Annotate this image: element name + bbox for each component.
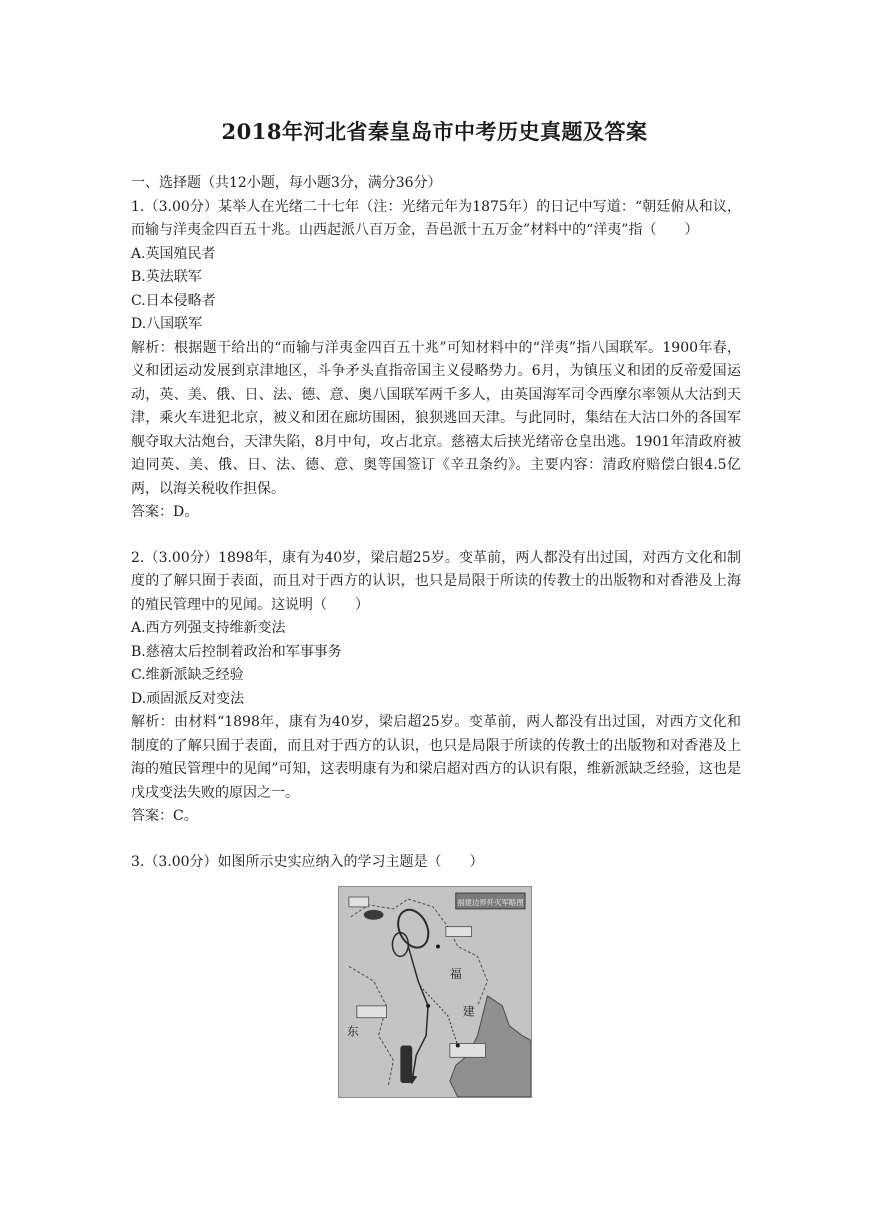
document-body: [131, 172, 741, 874]
question-1-answer: 答案：D。: [131, 504, 199, 520]
question-2-option-b: B.慈禧太后控制着政治和军事事务: [131, 643, 342, 660]
question-2-option-a: A.西方列强支持维新变法: [131, 620, 286, 636]
question-1-option-b: B.英法联军: [131, 269, 202, 285]
spacer: [131, 525, 741, 547]
question-2-option-d: D.顽固派反对变法: [131, 690, 245, 707]
map-legend-title: 福建边界歼灭军略图: [457, 897, 524, 907]
question-2-analysis: 解析：由材料“1898年，康有为40岁，梁启超25岁。变革前，两人都没有出过国，对西方文化和制度的了解只囿于表面，而且对于西方的认识，也只是局限于所读的传教士的出版物和对香港及上海的殖民管理中的见闻”可知，这表明康有为和梁启超对西方的认识有限，维新派缺乏经验，这也是戊戌变法失败的原因之一。: [131, 714, 741, 801]
question-1-stem: 1.（3.00分）某举人在光绪二十七年（注：光绪元年为1875年）的日记中写道：“朝廷俯从和议，而输与洋夷金四百五十兆。山西起派八百万金，吾邑派十五万金”材料中的“洋夷”指（ ）: [131, 198, 741, 238]
map-label-fu: 福: [449, 967, 462, 982]
question-1-option-a: A.英国殖民者: [131, 245, 216, 262]
map-label-dong: 东: [346, 1024, 359, 1039]
question-1-option-d: D.八国联军: [131, 316, 203, 332]
question-1-option-c: C.日本侵略者: [131, 292, 216, 309]
question-3-stem: 3.（3.00分）如图所示史实应纳入的学习主题是（ ）: [131, 853, 484, 870]
historical-map-image: [338, 886, 532, 1098]
question-1-analysis: 解析：根据题干给出的“而输与洋夷金四百五十兆”可知材料中的“洋夷”指八国联军。1900年春，义和团运动发展到京津地区，斗争矛头直指帝国主义侵略势力。6月，为镇压义和团的反帝爱国运动，英、美、俄、日、法、德、意、奥八国联军两千多人，由英国海军司令西摩尔率领从大沽到天津，乘火车进犯北京，被义和团在廊坊围困，狼狈逃回天津。与此同时，集结在大沽口外的各国军舰夺取大沽炮台，天津失陷，8月中旬，攻占北京。慈禧太后挟光绪帝仓皇出逃。1901年清政府被迫同英、美、俄、日、法、德、意、奥等国签订《辛丑条约》。主要内容：清政府赔偿白银4.5亿两，以海关税收作担保。: [131, 339, 741, 497]
question-2-option-c: C.维新派缺乏经验: [131, 667, 244, 683]
spacer: [131, 829, 741, 851]
page-title: 2018年河北省秦皇岛市中考历史真题及答案: [221, 119, 648, 144]
map-label-jian: 建: [462, 1004, 475, 1019]
section-heading: 一、选择题（共12小题，每小题3分，满分36分）: [131, 175, 442, 191]
question-2-answer: 答案：C。: [131, 808, 198, 824]
question-2-stem: 2.（3.00分）1898年，康有为40岁，梁启超25岁。变革前，两人都没有出过国，对西方文化和制度的了解只囿于表面，而且对于西方的认识，也只是局限于所读的传教士的出版物和对香港及上海的殖民管理中的见闻。这说明（ ）: [131, 549, 741, 613]
